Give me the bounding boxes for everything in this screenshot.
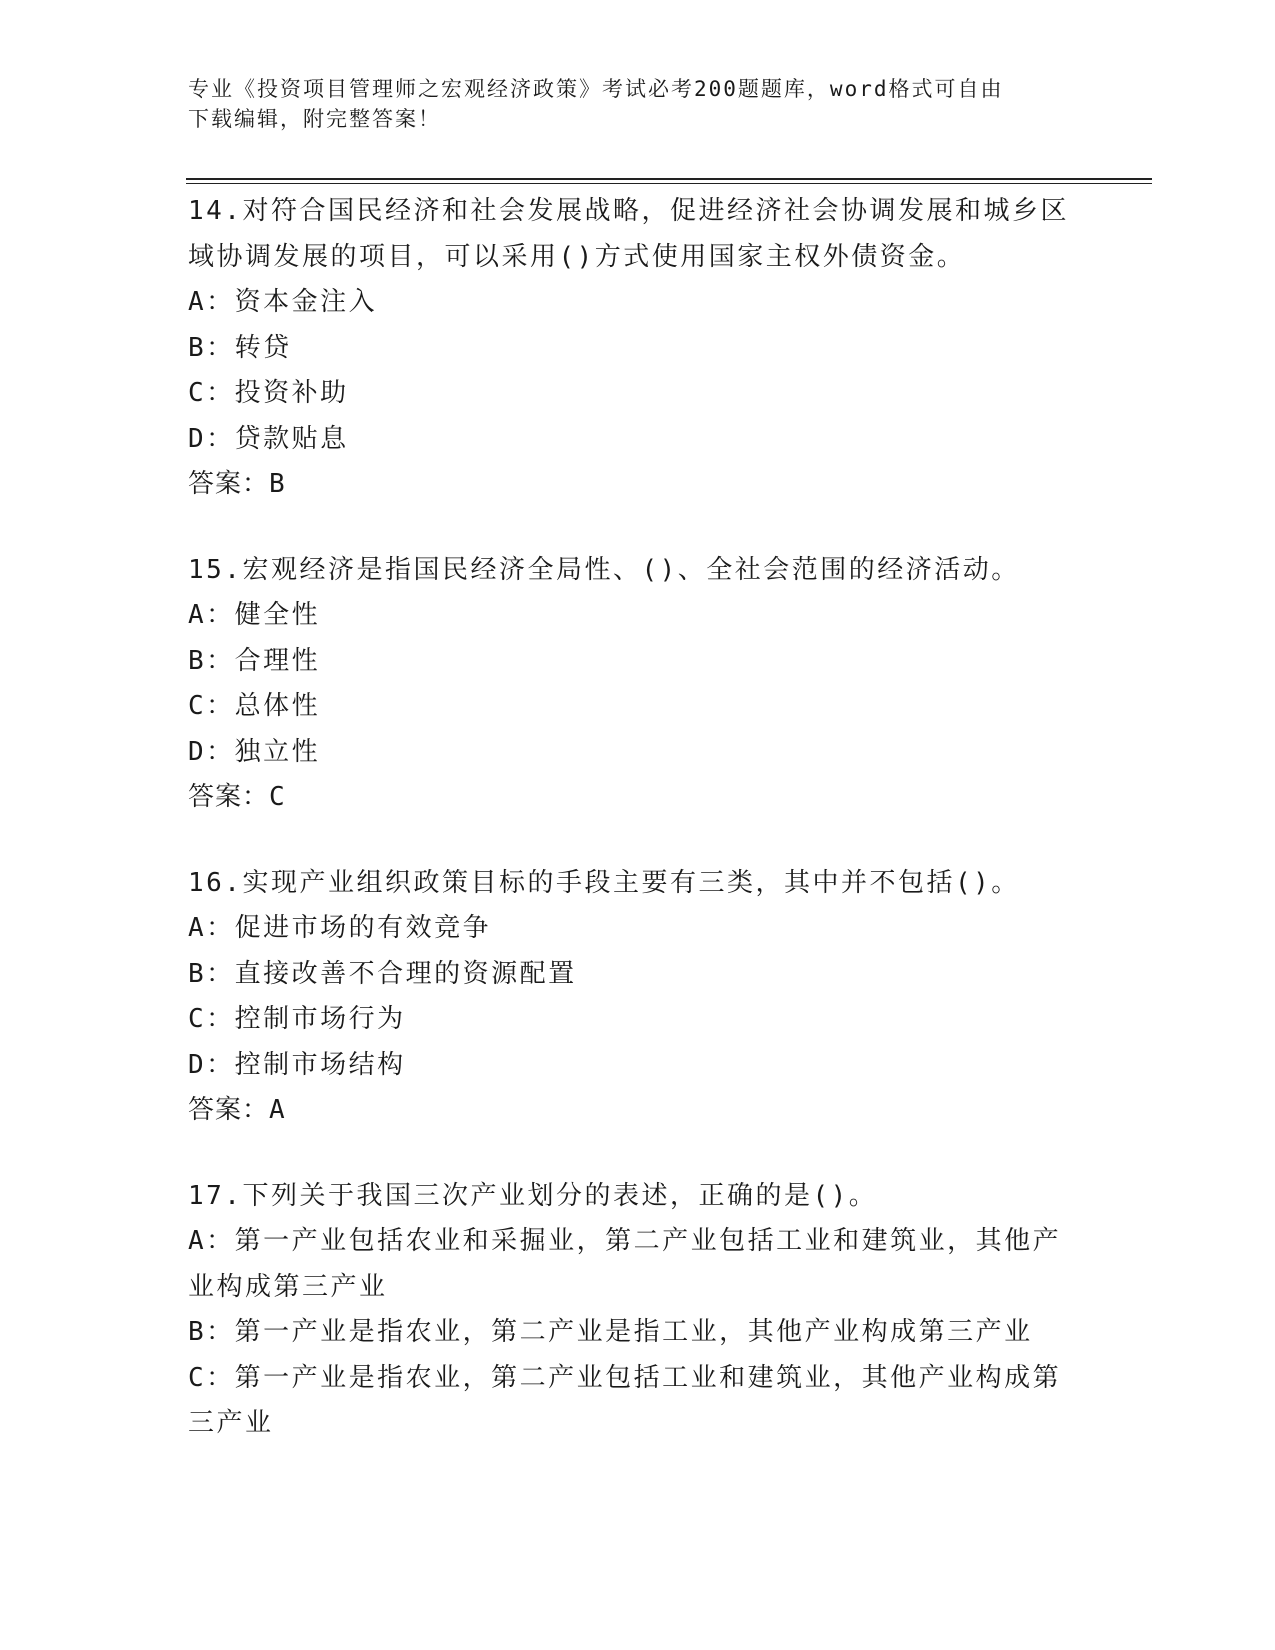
question-stem-line: 域协调发展的项目，可以采用()方式使用国家主权外债资金。 (188, 241, 966, 272)
answer-line: 答案：A (188, 1095, 286, 1125)
option-b: B：合理性 (188, 645, 321, 676)
question-17 (188, 1174, 1088, 1447)
option-d: D：贷款贴息 (188, 423, 349, 454)
question-15 (188, 548, 1088, 821)
answer-line: 答案：C (188, 782, 286, 812)
question-16 (188, 861, 1088, 1134)
question-list (188, 189, 1088, 1487)
document-header (188, 74, 1068, 134)
header-line-2: 下载编辑，附完整答案！ (188, 107, 441, 131)
header-line-1: 专业《投资项目管理师之宏观经济政策》考试必考200题题库，word格式可自由 (188, 77, 1004, 101)
question-stem-line: 15.宏观经济是指国民经济全局性、()、全社会范围的经济活动。 (188, 554, 1020, 585)
answer-line: 答案：B (188, 469, 286, 499)
option-c-continued: 三产业 (188, 1408, 274, 1438)
option-b: B：第一产业是指农业，第二产业是指工业，其他产业构成第三产业 (188, 1317, 1033, 1347)
option-a: A：健全性 (188, 600, 321, 630)
option-c: C：总体性 (188, 691, 321, 721)
question-14 (188, 189, 1088, 508)
question-stem-line: 17.下列关于我国三次产业划分的表述，正确的是()。 (188, 1180, 878, 1211)
option-c: C：投资补助 (188, 378, 349, 408)
option-a: A：资本金注入 (188, 287, 378, 317)
option-d: D：控制市场结构 (188, 1049, 406, 1080)
option-c: C：第一产业是指农业，第二产业包括工业和建筑业，其他产业构成第 (188, 1362, 1062, 1393)
question-stem-line: 14.对符合国民经济和社会发展战略，促进经济社会协调发展和城乡区 (188, 196, 1069, 226)
option-d: D：独立性 (188, 736, 321, 767)
header-rule-thick (186, 178, 1152, 180)
option-b: B：直接改善不合理的资源配置 (188, 958, 577, 989)
option-a: A：第一产业包括农业和采掘业，第二产业包括工业和建筑业，其他产 (188, 1226, 1062, 1256)
option-a: A：促进市场的有效竞争 (188, 913, 492, 943)
question-stem-line: 16.实现产业组织政策目标的手段主要有三类，其中并不包括()。 (188, 867, 1020, 898)
header-rule-thin (186, 183, 1152, 184)
option-a-continued: 业构成第三产业 (188, 1271, 388, 1302)
option-c: C：控制市场行为 (188, 1004, 406, 1034)
option-b: B：转贷 (188, 332, 292, 363)
